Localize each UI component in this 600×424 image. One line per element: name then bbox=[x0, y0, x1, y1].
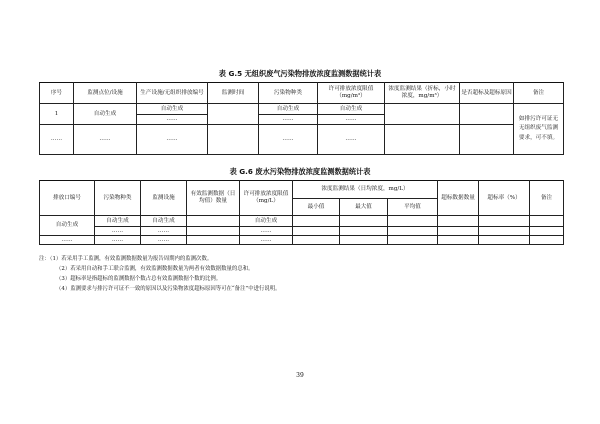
cell-time bbox=[208, 125, 259, 155]
cell-seq: …… bbox=[40, 125, 74, 155]
cell-point: …… bbox=[74, 125, 137, 155]
table-g5-caption: 表 G.5 无组织废气污染物排放浓度监测数据统计表 bbox=[218, 69, 382, 78]
cell-max bbox=[340, 236, 388, 245]
cell-min bbox=[293, 227, 340, 236]
cell-outlet: 自动生成 bbox=[40, 216, 95, 236]
cell-pollutant: …… bbox=[95, 236, 141, 245]
cell-exceed-rate bbox=[479, 236, 530, 245]
cell-min bbox=[293, 236, 340, 245]
notes bbox=[39, 254, 569, 294]
cell-facility: 自动生成 bbox=[137, 104, 208, 115]
cell-max bbox=[340, 216, 388, 227]
header-remark: 备注 bbox=[514, 83, 564, 104]
cell-limit: …… bbox=[318, 125, 385, 155]
cell-exceed bbox=[460, 125, 514, 155]
cell-valid-count bbox=[187, 227, 240, 236]
header-seq: 序号 bbox=[40, 83, 74, 104]
cell-remark bbox=[530, 227, 564, 236]
note-3: （3）超标率是指超标的监测数据个数占总有效监测数据个数的比例。 bbox=[56, 276, 222, 282]
table-g6 bbox=[39, 180, 564, 245]
cell-exceed-count bbox=[438, 236, 479, 245]
cell-seq: 1 bbox=[40, 104, 74, 125]
table-g6-header-row bbox=[40, 181, 564, 199]
page-number: 39 bbox=[296, 372, 304, 379]
cell-valid-count bbox=[187, 216, 240, 227]
cell-outlet: …… bbox=[40, 236, 95, 245]
cell-limit: …… bbox=[240, 227, 293, 236]
table-g5-header-row bbox=[40, 83, 564, 104]
note-4: （4）监测要求与排污许可证不一致的原因以及污染物浓度超标原因等可在“备注”中进行说明。 bbox=[56, 286, 281, 292]
cell-limit: 自动生成 bbox=[240, 216, 293, 227]
cell-limit: …… bbox=[240, 236, 293, 245]
cell-pollutant: …… bbox=[259, 125, 318, 155]
header-permit-limit: 许可排放浓度限值（mg/m³） bbox=[318, 83, 385, 104]
header-monitoring-point: 监测点位/设施 bbox=[74, 83, 137, 104]
cell-facility: …… bbox=[137, 115, 208, 125]
header-min: 最小值 bbox=[293, 199, 340, 216]
header-facility-id: 生产设施/无组织排放编号 bbox=[137, 83, 208, 104]
header-remark: 备注 bbox=[530, 181, 564, 216]
cell-avg bbox=[388, 236, 438, 245]
cell-valid-count bbox=[187, 236, 240, 245]
note-2: （2）若采用自动和手工联合监测，有效监测数据数量为两者有效数据数量的总和。 bbox=[56, 266, 254, 272]
cell-exceed-rate bbox=[479, 227, 530, 236]
header-concentration-result: 浓度监测结果（折标，小时浓度，mg/m³） bbox=[385, 83, 460, 104]
cell-avg bbox=[388, 227, 438, 236]
cell-result bbox=[385, 125, 460, 155]
table-row bbox=[40, 216, 564, 227]
table-row bbox=[40, 236, 564, 245]
header-valid-count: 有效监测数据（日均值）数量 bbox=[187, 181, 240, 216]
cell-exceed bbox=[460, 104, 514, 125]
cell-exceed-count bbox=[438, 216, 479, 227]
cell-facility: …… bbox=[141, 227, 187, 236]
table-g5 bbox=[39, 82, 564, 155]
cell-max bbox=[340, 227, 388, 236]
header-limit: 许可排放浓度限值（mg/L） bbox=[240, 181, 293, 216]
header-concentration-group: 浓度监测结果（日均浓度，mg/L） bbox=[293, 181, 438, 199]
header-exceed-reason: 是否超标及超标原因 bbox=[460, 83, 514, 104]
table-row bbox=[40, 125, 564, 155]
table-row bbox=[40, 227, 564, 236]
header-pollutant: 污染物种类 bbox=[259, 83, 318, 104]
table-row bbox=[40, 104, 564, 115]
header-pollutant: 污染物种类 bbox=[95, 181, 141, 216]
header-exceed-count: 超标数据数量 bbox=[438, 181, 479, 216]
cell-exceed-rate bbox=[479, 216, 530, 227]
cell-facility: …… bbox=[137, 125, 208, 155]
cell-time bbox=[208, 104, 259, 125]
header-facility: 监测设施 bbox=[141, 181, 187, 216]
cell-pollutant: …… bbox=[95, 227, 141, 236]
cell-result bbox=[385, 104, 460, 125]
table-g6-caption: 表 G.6 废水污染物排放浓度监测数据统计表 bbox=[229, 167, 371, 176]
header-max: 最大值 bbox=[340, 199, 388, 216]
cell-point: 自动生成 bbox=[74, 104, 137, 125]
cell-pollutant: 自动生成 bbox=[95, 216, 141, 227]
cell-pollutant: …… bbox=[259, 115, 318, 125]
cell-remark bbox=[530, 236, 564, 245]
cell-facility: …… bbox=[141, 236, 187, 245]
header-avg: 平均值 bbox=[388, 199, 438, 216]
note-1: 注：（1）若采用手工监测，有效监测数据数量为报告周期内的监测次数。 bbox=[39, 256, 213, 262]
header-outlet: 排放口编号 bbox=[40, 181, 95, 216]
header-exceed-rate: 超标率（%） bbox=[479, 181, 530, 216]
cell-min bbox=[293, 216, 340, 227]
cell-facility: 自动生成 bbox=[141, 216, 187, 227]
cell-pollutant: 自动生成 bbox=[259, 104, 318, 115]
cell-avg bbox=[388, 216, 438, 227]
header-monitoring-time: 监测时间 bbox=[208, 83, 259, 104]
cell-exceed-count bbox=[438, 227, 479, 236]
cell-limit: …… bbox=[318, 115, 385, 125]
cell-remark bbox=[530, 216, 564, 227]
cell-limit: 自动生成 bbox=[318, 104, 385, 115]
cell-remark: 如排污许可证无无组织废气监测要求，可不填。 bbox=[514, 104, 564, 155]
